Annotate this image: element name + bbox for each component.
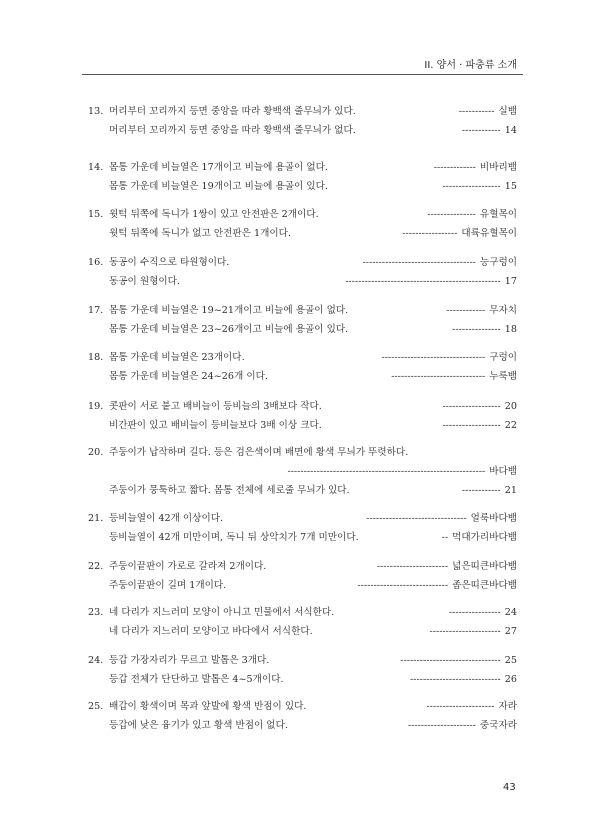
key-description: 몸통 가운데 비늘열은 19개이고 비늘에 용골이 있다.	[109, 181, 328, 192]
key-description: 등비늘열이 42개 이상이다.	[109, 513, 224, 524]
key-entry	[88, 509, 517, 547]
key-description: 몸통 가운데 비늘열은 23개이다.	[109, 352, 245, 363]
leader-dashes: ---------------------	[426, 701, 495, 712]
key-description: 네 다리가 지느러미 모양이고 바다에서 서식한다.	[109, 626, 313, 637]
entry-number: 24.	[88, 655, 104, 666]
key-result: 20	[504, 401, 517, 412]
leader-dashes: ----------------	[448, 607, 501, 618]
leader-dashes: ------------------	[442, 401, 501, 412]
key-result: 무자치	[489, 305, 517, 316]
header-rule	[82, 74, 523, 75]
chapter-header: II. 양서 · 파충류 소개	[424, 60, 517, 71]
key-description: 주둥이가 뭉툭하고 짧다. 몸통 전체에 세로줄 무늬가 있다.	[109, 485, 350, 496]
key-result: 자라	[498, 701, 517, 712]
leader-dashes: ----------------------	[376, 561, 449, 572]
key-line	[88, 348, 517, 367]
key-entry	[88, 205, 517, 243]
leader-dashes: ----------------------	[429, 626, 501, 637]
key-line	[88, 622, 517, 641]
key-result: 27	[504, 626, 517, 637]
key-result: 14	[504, 125, 517, 136]
key-description: 몸통 가운데 비늘열은 17개이고 비늘에 용골이 없다.	[109, 162, 328, 173]
key-line	[88, 528, 517, 547]
key-description: 머리부터 꼬리까지 등면 중앙을 따라 황백색 줄무늬가 없다.	[109, 125, 356, 136]
key-description: 네 다리가 지느러미 모양이 아니고 민물에서 서식한다.	[109, 607, 335, 618]
entry-number: 19.	[88, 401, 104, 412]
key-result: 능구렁이	[479, 257, 517, 268]
key-line	[88, 603, 517, 622]
key-line	[88, 697, 517, 716]
leader-dashes: -----------------------------	[391, 371, 486, 382]
entry-number: 23.	[88, 607, 104, 618]
key-result: 대륙유혈목이	[461, 228, 517, 239]
leader-dashes: ---------------	[452, 324, 501, 335]
key-result: 누룩뱀	[489, 371, 517, 382]
key-result: 22	[504, 420, 517, 431]
key-description: 등갑 전체가 단단하고 발톱은 4~5개이다.	[109, 674, 284, 685]
key-result: 유혈목이	[479, 209, 517, 220]
key-line	[88, 670, 517, 689]
key-result: 15	[504, 181, 517, 192]
key-result: 넓은띠큰바다뱀	[452, 561, 517, 572]
key-line	[88, 462, 517, 481]
key-result: 17	[504, 276, 517, 287]
leader-dashes: -----------	[458, 106, 495, 117]
key-entry	[88, 443, 517, 500]
key-result: 바다뱀	[489, 466, 517, 477]
key-result: 먹대가리바다뱀	[452, 532, 517, 543]
key-description: 몸통 가운데 비늘열은 19~21개이고 비늘에 용골이 없다.	[109, 305, 349, 316]
leader-dashes: --	[441, 532, 449, 543]
key-description: 등비늘열이 42개 미만이며, 독니 뒤 상악치가 7개 미만이다.	[109, 532, 359, 543]
key-description: 윗턱 뒤쪽에 독니가 1쌍이 있고 안전판은 2개이다.	[109, 209, 319, 220]
key-description: 비간판이 있고 배비늘이 등비늘보다 3배 이상 크다.	[109, 420, 322, 431]
key-description: 주둥이끝판이 가로로 갈라져 2개이다.	[109, 561, 267, 572]
key-entry	[88, 253, 517, 291]
key-line	[88, 224, 517, 243]
key-description: 윗턱 뒤쪽에 독니가 없고 안전판은 1개이다.	[109, 228, 291, 239]
leader-dashes: --------------------------------	[381, 352, 486, 363]
leader-dashes: -------------------------------	[400, 655, 501, 666]
key-description: 배갑이 황색이며 목과 앞발에 황색 반점이 있다.	[109, 701, 307, 712]
page-number: 43	[503, 782, 516, 793]
key-line	[88, 576, 517, 595]
entry-number: 17.	[88, 305, 104, 316]
key-line	[88, 102, 517, 121]
leader-dashes: ------------------	[442, 420, 501, 431]
leader-dashes: -------------------------------	[366, 513, 467, 524]
leader-dashes: ---------------------	[407, 720, 476, 731]
leader-dashes: ------------------------------------------------	[345, 276, 501, 287]
key-result: 24	[504, 607, 517, 618]
leader-dashes: -----------------------------------	[362, 257, 476, 268]
entry-number: 13.	[88, 106, 104, 117]
leader-dashes: -----------------	[402, 228, 458, 239]
entry-number: 15.	[88, 209, 104, 220]
key-result: 좁은띠큰바다뱀	[452, 580, 517, 591]
key-description: 동공이 수직으로 타원형이다.	[109, 257, 230, 268]
key-entry	[88, 651, 517, 689]
key-line	[88, 481, 517, 500]
key-line	[88, 416, 517, 435]
key-description: 주둥이가 납작하며 길다. 등은 검은색이며 배면에 황색 무늬가 뚜렷하다.	[109, 447, 409, 458]
leader-dashes: ------------	[461, 485, 501, 496]
key-description: 머리부터 꼬리까지 등면 중앙을 따라 황백색 줄무늬가 있다.	[109, 106, 356, 117]
leader-dashes: ------------------	[442, 181, 501, 192]
key-entry	[88, 158, 517, 196]
key-description: 몸통 가운데 비늘열은 23~26개이고 비늘에 용골이 있다.	[109, 324, 349, 335]
entry-number: 14.	[88, 162, 104, 173]
key-description: 주둥이끝판이 길며 1개이다.	[109, 580, 227, 591]
entry-number: 25.	[88, 701, 104, 712]
key-line	[88, 651, 517, 670]
key-description: 등갑 가장자리가 무르고 발톱은 3개다.	[109, 655, 270, 666]
leader-dashes: ------------	[446, 305, 486, 316]
key-line	[88, 301, 517, 320]
key-line	[88, 367, 517, 386]
key-description: 몸통 가운데 비늘열은 24~26개 이다.	[109, 371, 268, 382]
key-entry	[88, 397, 517, 435]
key-result: 중국자라	[479, 720, 517, 731]
entry-number: 20.	[88, 447, 104, 458]
entry-number: 22.	[88, 561, 104, 572]
leader-dashes: -------------	[433, 162, 476, 173]
key-line	[88, 205, 517, 224]
entry-number: 16.	[88, 257, 104, 268]
key-description: 콧판이 서로 붙고 배비늘이 등비늘의 3배보다 작다.	[109, 401, 322, 412]
key-line	[88, 397, 517, 416]
leader-dashes: ----------------------------	[410, 674, 501, 685]
entry-number: 21.	[88, 513, 104, 524]
key-line	[88, 320, 517, 339]
key-entry	[88, 348, 517, 386]
key-result: 실뱀	[498, 106, 517, 117]
leader-dashes: -------------------------------------------------------------	[287, 466, 486, 477]
key-line	[88, 158, 517, 177]
key-result: 18	[504, 324, 517, 335]
key-result: 25	[504, 655, 517, 666]
key-line	[88, 272, 517, 291]
key-entry	[88, 301, 517, 339]
key-description: 동공이 원형이다.	[109, 276, 180, 287]
key-result: 21	[504, 485, 517, 496]
leader-dashes: ---------------	[427, 209, 476, 220]
key-line	[88, 557, 517, 576]
key-description: 등갑에 낮은 융기가 있고 황색 반점이 없다.	[109, 720, 288, 731]
key-entry	[88, 557, 517, 595]
key-result: 구렁이	[489, 352, 517, 363]
key-result: 26	[504, 674, 517, 685]
key-line	[88, 716, 517, 735]
key-entry	[88, 102, 517, 140]
key-entry	[88, 697, 517, 735]
key-result: 얼룩바다뱀	[470, 513, 517, 524]
leader-dashes: ----------------------------	[357, 580, 449, 591]
key-line	[88, 509, 517, 528]
key-line	[88, 443, 517, 462]
leader-dashes: ------------	[461, 125, 501, 136]
key-line	[88, 177, 517, 196]
key-entry	[88, 603, 517, 641]
key-line	[88, 121, 517, 140]
key-line	[88, 253, 517, 272]
key-result: 비바리뱀	[479, 162, 517, 173]
entry-number: 18.	[88, 352, 104, 363]
